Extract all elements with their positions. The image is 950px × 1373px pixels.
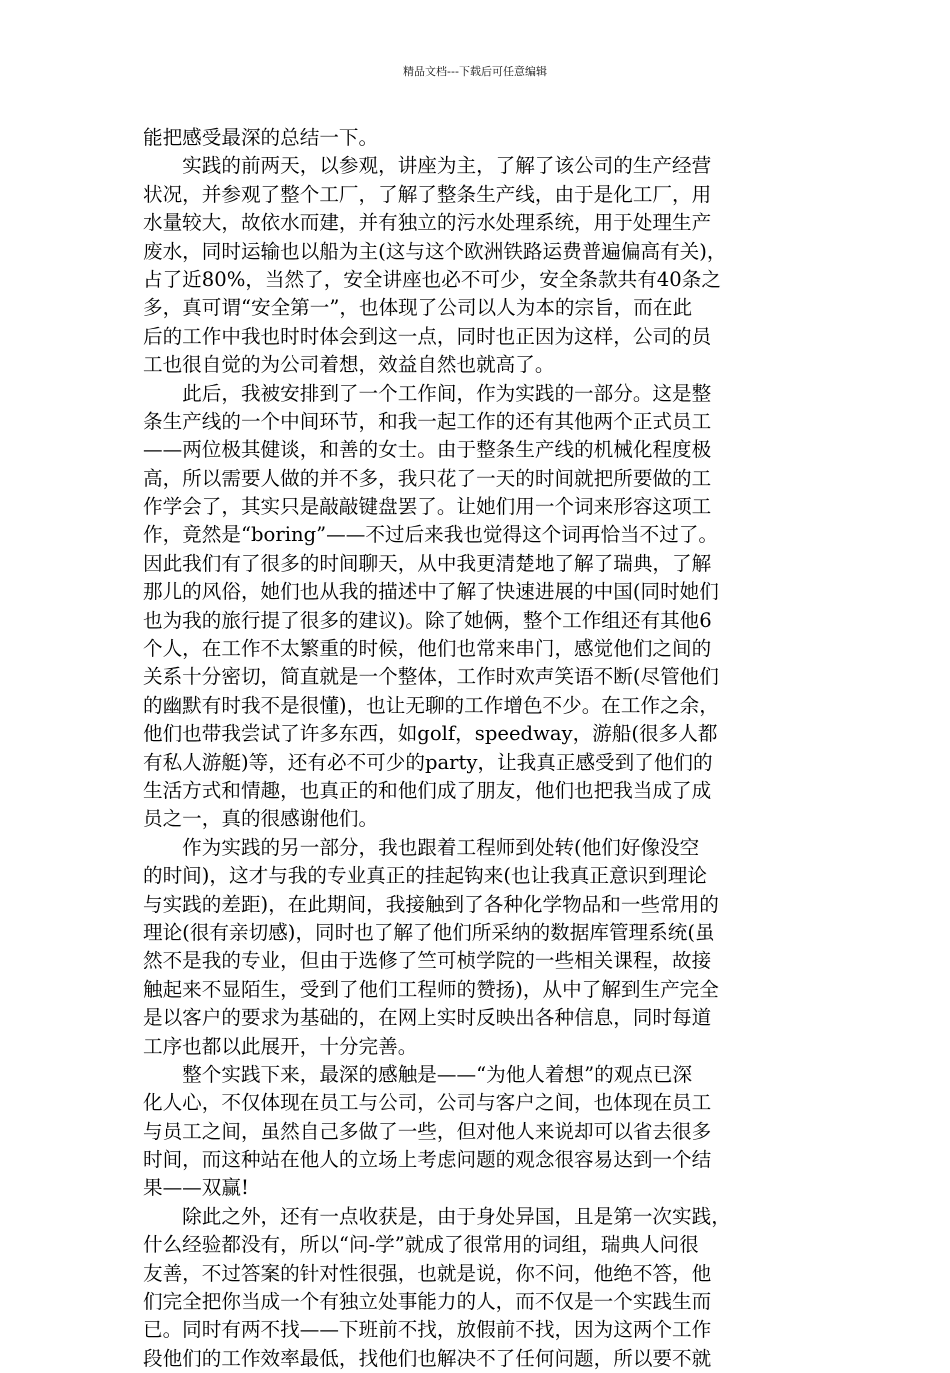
text-line: 他们也带我尝试了许多东西，如golf，speedway，游船(很多人都 — [143, 722, 718, 746]
text-line: 员之一，真的很感谢他们。 — [143, 807, 379, 831]
text-line: 那儿的风俗，她们也从我的描述中了解了快速进展的中国(同时她们 — [143, 580, 719, 604]
text-line: 与员工之间，虽然自己多做了一些，但对他人来说却可以省去很多 — [143, 1119, 712, 1143]
document-body — [143, 124, 813, 1373]
text-line: 水量较大，故依水而建，并有独立的污水处理系统，用于处理生产 — [143, 211, 712, 235]
text-line: 理论(很有亲切感)，同时也了解了他们所采纳的数据库管理系统(虽 — [143, 920, 715, 944]
text-line: 个人，在工作不太繁重的时候，他们也常来串门，感觉他们之间的 — [143, 637, 712, 661]
text-line: 状况，并参观了整个工厂，了解了整条生产线，由于是化工厂，用 — [143, 182, 712, 206]
text-line: 作为实践的另一部分，我也跟着工程师到处转(他们好像没空 — [143, 835, 700, 859]
text-line: 是以客户的要求为基础的，在网上实时反映出各种信息，同时每道 — [143, 1006, 712, 1030]
text-line: 关系十分密切，简直就是一个整体，工作时欢声笑语不断(尽管他们 — [143, 665, 719, 689]
text-line: 整个实践下来，最深的感触是——“为他人着想”的观点已深 — [143, 1062, 693, 1086]
text-line: 们完全把你当成一个有独立处事能力的人，而不仅是一个实践生而 — [143, 1290, 712, 1314]
text-line: 的时间)，这才与我的专业真正的挂起钩来(也让我真正意识到理论 — [143, 864, 707, 888]
text-line: 已。同时有两不找——下班前不找，放假前不找，因为这两个工作 — [143, 1318, 712, 1342]
text-line: 有私人游艇)等，还有必不可少的party，让我真正感受到了他们的 — [143, 750, 713, 774]
text-line: 果——双赢! — [143, 1176, 249, 1200]
text-line: 废水，同时运输也以船为主(这与这个欧洲铁路运费普遍偏高有关)， — [143, 239, 727, 263]
text-line: ——两位极其健谈，和善的女士。由于整条生产线的机械化程度极 — [143, 438, 712, 462]
text-line: 占了近80%，当然了，安全讲座也必不可少，安全条款共有40条之 — [143, 267, 721, 291]
text-line: 工也很自觉的为公司着想，效益自然也就高了。 — [143, 353, 555, 377]
page-header: 精品文档---下载后可任意编辑 — [403, 65, 547, 78]
text-line: 因此我们有了很多的时间聊天，从中我更清楚地了解了瑞典，了解 — [143, 551, 712, 575]
text-line: 作，竟然是“boring”——不过后来我也觉得这个词再恰当不过了。 — [143, 523, 719, 547]
text-line: 段他们的工作效率最低，找他们也解决不了任何问题，所以要不就 — [143, 1346, 712, 1370]
text-line: 时间，而这种站在他人的立场上考虑问题的观念很容易达到一个结 — [143, 1148, 712, 1172]
text-line: 除此之外，还有一点收获是，由于身处异国，且是第一次实践， — [143, 1204, 731, 1228]
text-line: 的幽默有时我不是很懂)，也让无聊的工作增色不少。在工作之余， — [143, 693, 719, 717]
text-line: 化人心，不仅体现在员工与公司，公司与客户之间，也体现在员工 — [143, 1091, 712, 1115]
text-line: 也为我的旅行提了很多的建议)。除了她俩，整个工作组还有其他6 — [143, 608, 712, 632]
text-line: 此后，我被安排到了一个工作间，作为实践的一部分。这是整 — [143, 381, 712, 405]
text-line: 作学会了，其实只是敲敲键盘罢了。让她们用一个词来形容这项工 — [143, 495, 712, 519]
text-line: 后的工作中我也时时体会到这一点，同时也正因为这样，公司的员 — [143, 324, 712, 348]
text-line: 然不是我的专业，但由于选修了竺可桢学院的一些相关课程，故接 — [143, 949, 712, 973]
text-line: 条生产线的一个中间环节，和我一起工作的还有其他两个正式员工 — [143, 409, 712, 433]
text-line: 高，所以需要人做的并不多，我只花了一天的时间就把所要做的工 — [143, 466, 712, 490]
text-line: 多，真可谓“安全第一”，也体现了公司以人为本的宗旨，而在此 — [143, 296, 693, 320]
text-line: 触起来不显陌生，受到了他们工程师的赞扬)，从中了解到生产完全 — [143, 977, 719, 1001]
text-line: 与实践的差距)，在此期间，我接触到了各种化学物品和一些常用的 — [143, 892, 719, 916]
text-line: 实践的前两天，以参观，讲座为主，了解了该公司的生产经营 — [143, 154, 712, 178]
text-line: 什么经验都没有，所以“问-学”就成了很常用的词组，瑞典人问很 — [143, 1233, 699, 1257]
text-line: 工序也都以此展开，十分完善。 — [143, 1034, 418, 1058]
text-line: 友善，不过答案的针对性很强，也就是说，你不问，他绝不答，他 — [143, 1261, 712, 1285]
text-line: 生活方式和情趣，也真正的和他们成了朋友，他们也把我当成了成 — [143, 778, 712, 802]
text-line: 能把感受最深的总结一下。 — [143, 126, 379, 149]
